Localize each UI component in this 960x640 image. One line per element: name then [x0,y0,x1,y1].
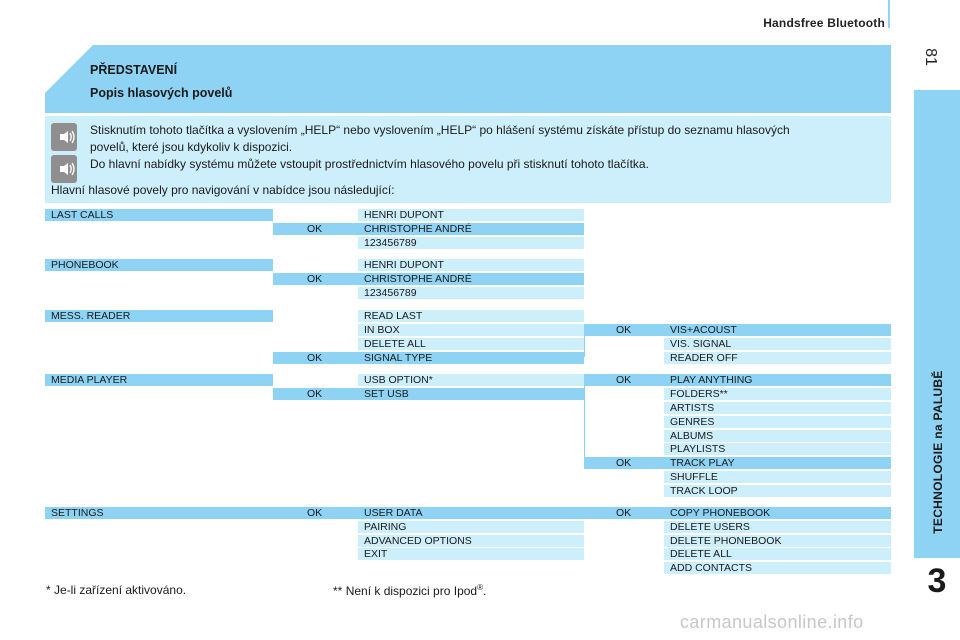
info-text-line: Do hlavní nabídky systému můžete vstoupit prostřednictvím hlasového povelu při stisknutí tohoto tlačítka. [90,157,649,171]
ok-label: OK [307,388,323,400]
section-title: Handsfree Bluetooth [763,16,885,30]
info-text-line: povelů, které jsou kdykoliv k dispozici. [90,140,293,154]
ok-label: OK [307,352,323,364]
submenu-item: 123456789 [358,287,584,299]
submenu-item: DELETE ALL [664,548,891,560]
footnote-marker: ** [333,584,346,598]
submenu-item: USER DATA [358,507,584,519]
submenu-item: HENRI DUPONT [358,259,584,271]
footnote-text: Je-li zařízení aktivováno. [54,583,187,597]
submenu-item: FOLDERS** [664,388,891,400]
submenu-item: TRACK PLAY [664,457,891,469]
submenu-item: ADD CONTACTS [664,562,891,574]
footnote-period: . [483,584,487,598]
submenu-item: ARTISTS [664,402,891,414]
footnote-activated [46,583,186,597]
submenu-item: VIS+ACOUST [664,324,891,336]
submenu-item: ALBUMS [664,430,891,442]
submenu-item: CHRISTOPHE ANDRÉ [358,223,584,235]
menu-item-settings: SETTINGS [45,507,273,519]
menu-item-mess-reader: MESS. READER [45,310,273,322]
submenu-item: READER OFF [664,352,891,364]
submenu-item: IN BOX [358,324,584,336]
submenu-item: SIGNAL TYPE [358,352,584,364]
voice-command-icon [51,123,77,151]
ok-label: OK [616,457,632,469]
footnote-ipod [333,583,486,598]
page-number: 81 [922,48,939,66]
chapter-title: TECHNOLOGIE na PALUBĚ [931,370,945,534]
ok-label: OK [307,273,323,285]
submenu-item: TRACK LOOP [664,485,891,497]
voice-command-icon [51,155,77,183]
registered-mark: ® [477,583,483,592]
submenu-item: CHRISTOPHE ANDRÉ [358,273,584,285]
title-band [45,45,891,113]
submenu-item: PAIRING [358,521,584,533]
submenu-item: HENRI DUPONT [358,209,584,221]
submenu-item: PLAYLISTS [664,443,891,455]
chapter-number: 3 [927,562,947,600]
ok-label: OK [616,324,632,336]
submenu-item: READ LAST [358,310,584,322]
page-title: PŘEDSTAVENÍ [90,63,178,77]
submenu-item: USB OPTION* [358,374,584,386]
submenu-item: SHUFFLE [664,471,891,483]
submenu-item: GENRES [664,416,891,428]
ok-label: OK [616,374,632,386]
menu-item-phonebook: PHONEBOOK [45,259,273,271]
info-text-line: Hlavní hlasové povely pro navigování v nabídce jsou následující: [51,183,395,197]
ok-label: OK [307,223,323,235]
ok-label: OK [616,507,632,519]
submenu-item: PLAY ANYTHING [664,374,891,386]
page-subtitle: Popis hlasových povelů [90,86,233,100]
submenu-item: VIS. SIGNAL [664,338,891,350]
ok-label: OK [307,507,323,519]
submenu-item: COPY PHONEBOOK [664,507,891,519]
connector-line [584,386,585,468]
submenu-item: SET USB [358,388,584,400]
submenu-item: EXIT [358,548,584,560]
submenu-item: ADVANCED OPTIONS [358,535,584,547]
submenu-item: DELETE PHONEBOOK [664,535,891,547]
connector-line [584,336,585,357]
footnote-marker: * [46,583,55,597]
menu-item-last-calls: LAST CALLS [45,209,273,221]
watermark: carmanualsonline.info [680,612,864,632]
submenu-item: DELETE ALL [358,338,584,350]
menu-item-media-player: MEDIA PLAYER [45,374,273,386]
footnote-text: Není k dispozici pro Ipod [345,584,478,598]
header-divider [888,0,890,28]
submenu-item: 123456789 [358,237,584,249]
info-text-line: Stisknutím tohoto tlačítka a vyslovením „HELP“ nebo vyslovením „HELP“ po hlášení systému získáte přístup do seznamu hlasových [90,123,790,137]
submenu-item: DELETE USERS [664,521,891,533]
